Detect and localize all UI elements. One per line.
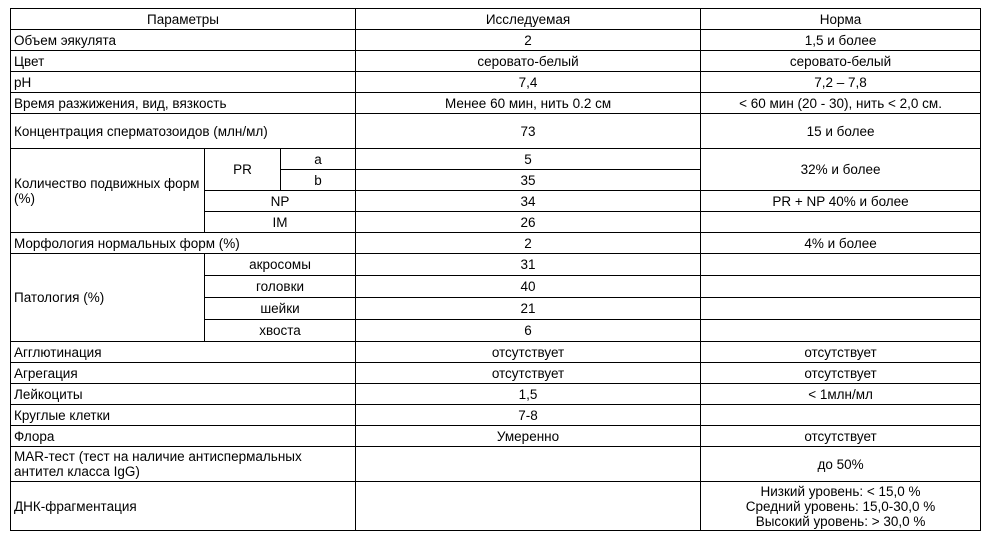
row-norm: 15 и более xyxy=(701,114,981,149)
row-param: Флора xyxy=(11,426,356,447)
row-value: 2 xyxy=(356,233,701,254)
row-norm: 1,5 и более xyxy=(701,30,981,51)
row-value: серовато-белый xyxy=(356,51,701,72)
motility-pr-label: PR xyxy=(205,149,281,191)
table-row xyxy=(11,342,981,363)
pathology-norm xyxy=(701,254,981,276)
pathology-label: хвоста xyxy=(205,320,356,342)
pathology-value: 6 xyxy=(356,320,701,342)
row-param: Агрегация xyxy=(11,363,356,384)
row-value: Менее 60 мин, нить 0.2 см xyxy=(356,93,701,114)
pathology-norm xyxy=(701,320,981,342)
motility-np-norm: PR + NP 40% и более xyxy=(701,191,981,212)
motility-im-label: IM xyxy=(205,212,356,233)
pathology-norm xyxy=(701,298,981,320)
header-params: Параметры xyxy=(11,9,356,30)
row-param: ДНК-фрагментация xyxy=(11,482,356,531)
row-value: 7-8 xyxy=(356,405,701,426)
motility-np-value: 34 xyxy=(356,191,701,212)
table-row xyxy=(11,51,981,72)
row-value: 7,4 xyxy=(356,72,701,93)
header-norm: Норма xyxy=(701,9,981,30)
row-norm: 4% и более xyxy=(701,233,981,254)
row-norm: отсутствует xyxy=(701,342,981,363)
pathology-param: Патология (%) xyxy=(11,254,205,342)
dna-norm-mid: Средний уровень: 15,0-30,0 % xyxy=(745,498,936,514)
dna-norm-high: Высокий уровень: > 30,0 % xyxy=(755,513,926,529)
pathology-value: 40 xyxy=(356,276,701,298)
motility-np-label: NP xyxy=(205,191,356,212)
table-row xyxy=(11,384,981,405)
row-param: Лейкоциты xyxy=(11,384,356,405)
row-norm xyxy=(701,405,981,426)
dna-norm xyxy=(701,482,981,531)
row-norm: до 50% xyxy=(701,447,981,482)
pathology-label: шейки xyxy=(205,298,356,320)
table-row xyxy=(11,426,981,447)
motility-b-value: 35 xyxy=(356,170,701,191)
row-value: 73 xyxy=(356,114,701,149)
row-norm: < 1млн/мл xyxy=(701,384,981,405)
row-param: Концентрация сперматозоидов (млн/мл) xyxy=(11,114,356,149)
row-param: Объем эякулята xyxy=(11,30,356,51)
row-value xyxy=(356,482,701,531)
row-param: Морфология нормальных форм (%) xyxy=(11,233,356,254)
semen-analysis-table xyxy=(10,8,981,531)
table-row xyxy=(11,254,981,276)
table-row xyxy=(11,114,981,149)
table-row xyxy=(11,482,981,531)
motility-b-label: b xyxy=(281,170,356,191)
row-norm: < 60 мин (20 - 30), нить < 2,0 см. xyxy=(701,93,981,114)
dna-norm-low: Низкий уровень: < 15,0 % xyxy=(760,483,921,499)
table-row xyxy=(11,405,981,426)
pathology-norm xyxy=(701,276,981,298)
row-param: Круглые клетки xyxy=(11,405,356,426)
table-row xyxy=(11,30,981,51)
pathology-label: акросомы xyxy=(205,254,356,276)
row-value xyxy=(356,447,701,482)
motility-a-value: 5 xyxy=(356,149,701,170)
row-value: 1,5 xyxy=(356,384,701,405)
row-norm: отсутствует xyxy=(701,363,981,384)
row-norm: отсутствует xyxy=(701,426,981,447)
motility-im-value: 26 xyxy=(356,212,701,233)
motility-a-label: a xyxy=(281,149,356,170)
table-row xyxy=(11,149,981,170)
motility-param: Количество подвижных форм (%) xyxy=(11,149,205,233)
motility-pr-norm: 32% и более xyxy=(701,149,981,191)
motility-im-norm xyxy=(701,212,981,233)
table-row xyxy=(11,93,981,114)
table-row xyxy=(11,233,981,254)
table-row xyxy=(11,363,981,384)
pathology-label: головки xyxy=(205,276,356,298)
row-value: Умеренно xyxy=(356,426,701,447)
row-norm: серовато-белый xyxy=(701,51,981,72)
row-param: MAR-тест (тест на наличие антиспермальных антител класса IgG) xyxy=(11,447,356,482)
table-row xyxy=(11,72,981,93)
row-value: отсутствует xyxy=(356,342,701,363)
row-norm: 7,2 – 7,8 xyxy=(701,72,981,93)
row-value: 2 xyxy=(356,30,701,51)
header-studied: Исследуемая xyxy=(356,9,701,30)
row-param: pH xyxy=(11,72,356,93)
row-param: Агглютинация xyxy=(11,342,356,363)
table-header-row xyxy=(11,9,981,30)
pathology-value: 21 xyxy=(356,298,701,320)
row-value: отсутствует xyxy=(356,363,701,384)
row-param: Цвет xyxy=(11,51,356,72)
pathology-value: 31 xyxy=(356,254,701,276)
row-param: Время разжижения, вид, вязкость xyxy=(11,93,356,114)
table-row xyxy=(11,447,981,482)
